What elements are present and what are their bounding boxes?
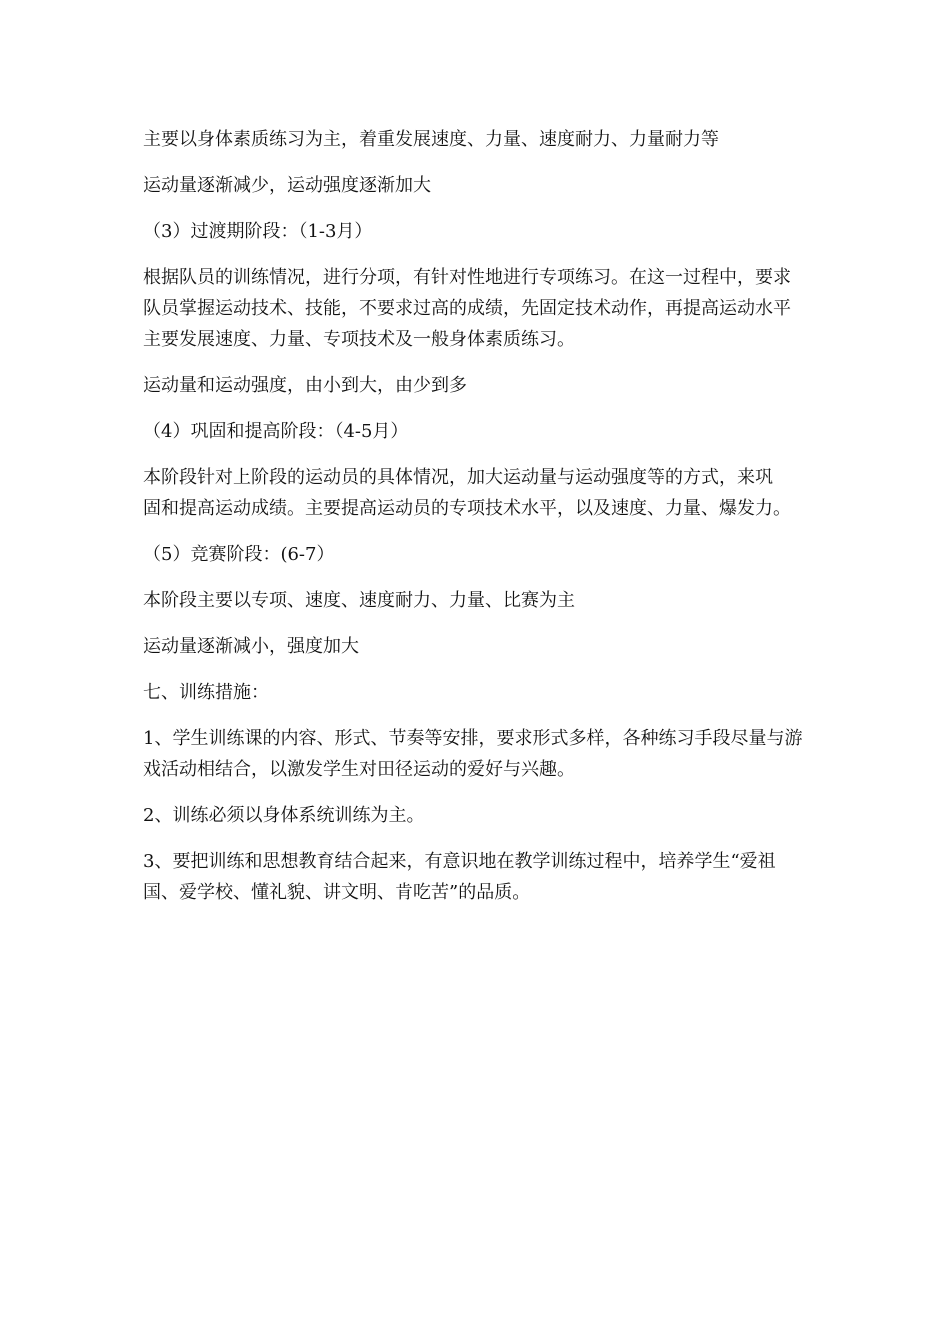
text-line: 本阶段主要以专项、速度、速度耐力、力量、比赛为主 xyxy=(143,590,575,611)
text-line: 1、学生训练课的内容、形式、节奏等安排，要求形式多样，各种练习手段尽量与游 xyxy=(143,728,803,749)
heading-competition-stage xyxy=(143,539,813,570)
text-line: （4）巩固和提高阶段：（4-5月） xyxy=(143,421,409,442)
paragraph-competition-focus xyxy=(143,585,813,616)
text-line: 2、训练必须以身体系统训练为主。 xyxy=(143,805,425,826)
text-line: 国、爱学校、懂礼貌、讲文明、肯吃苦”的品质。 xyxy=(143,882,531,903)
text-line: 本阶段针对上阶段的运动员的具体情况，加大运动量与运动强度等的方式，来巩 xyxy=(143,467,773,488)
text-line: 运动量逐渐减少，运动强度逐渐加大 xyxy=(143,175,431,196)
text-line: 队员掌握运动技术、技能，不要求过高的成绩，先固定技术动作，再提高运动水平 xyxy=(143,298,791,319)
paragraph-competition-load xyxy=(143,631,813,662)
text-line: 运动量和运动强度，由小到大，由少到多 xyxy=(143,375,467,396)
heading-training-measures xyxy=(143,677,813,708)
text-line: 根据队员的训练情况，进行分项，有针对性地进行专项练习。在这一过程中，要求 xyxy=(143,267,791,288)
measure-item-3 xyxy=(143,846,813,908)
document-body xyxy=(143,124,813,908)
text-line: 主要发展速度、力量、专项技术及一般身体素质练习。 xyxy=(143,329,575,350)
measure-item-1 xyxy=(143,723,813,785)
text-line: 运动量逐渐减小，强度加大 xyxy=(143,636,359,657)
paragraph-physical-training xyxy=(143,124,813,155)
text-line: 七、训练措施： xyxy=(143,682,269,703)
heading-consolidation-stage xyxy=(143,416,813,447)
paragraph-transition-details xyxy=(143,262,813,355)
text-line: （5）竞赛阶段：(6-7） xyxy=(143,544,335,565)
heading-transition-stage xyxy=(143,216,813,247)
paragraph-consolidation-details xyxy=(143,462,813,524)
paragraph-load-intensity xyxy=(143,170,813,201)
text-line: 3、要把训练和思想教育结合起来，有意识地在教学训练过程中，培养学生“爱祖 xyxy=(143,851,776,872)
paragraph-transition-load xyxy=(143,370,813,401)
text-line: 固和提高运动成绩。主要提高运动员的专项技术水平，以及速度、力量、爆发力。 xyxy=(143,498,791,519)
text-line: （3）过渡期阶段：（1-3月） xyxy=(143,221,373,242)
text-line: 主要以身体素质练习为主，着重发展速度、力量、速度耐力、力量耐力等 xyxy=(143,129,719,150)
measure-item-2 xyxy=(143,800,813,831)
text-line: 戏活动相结合，以激发学生对田径运动的爱好与兴趣。 xyxy=(143,759,575,780)
